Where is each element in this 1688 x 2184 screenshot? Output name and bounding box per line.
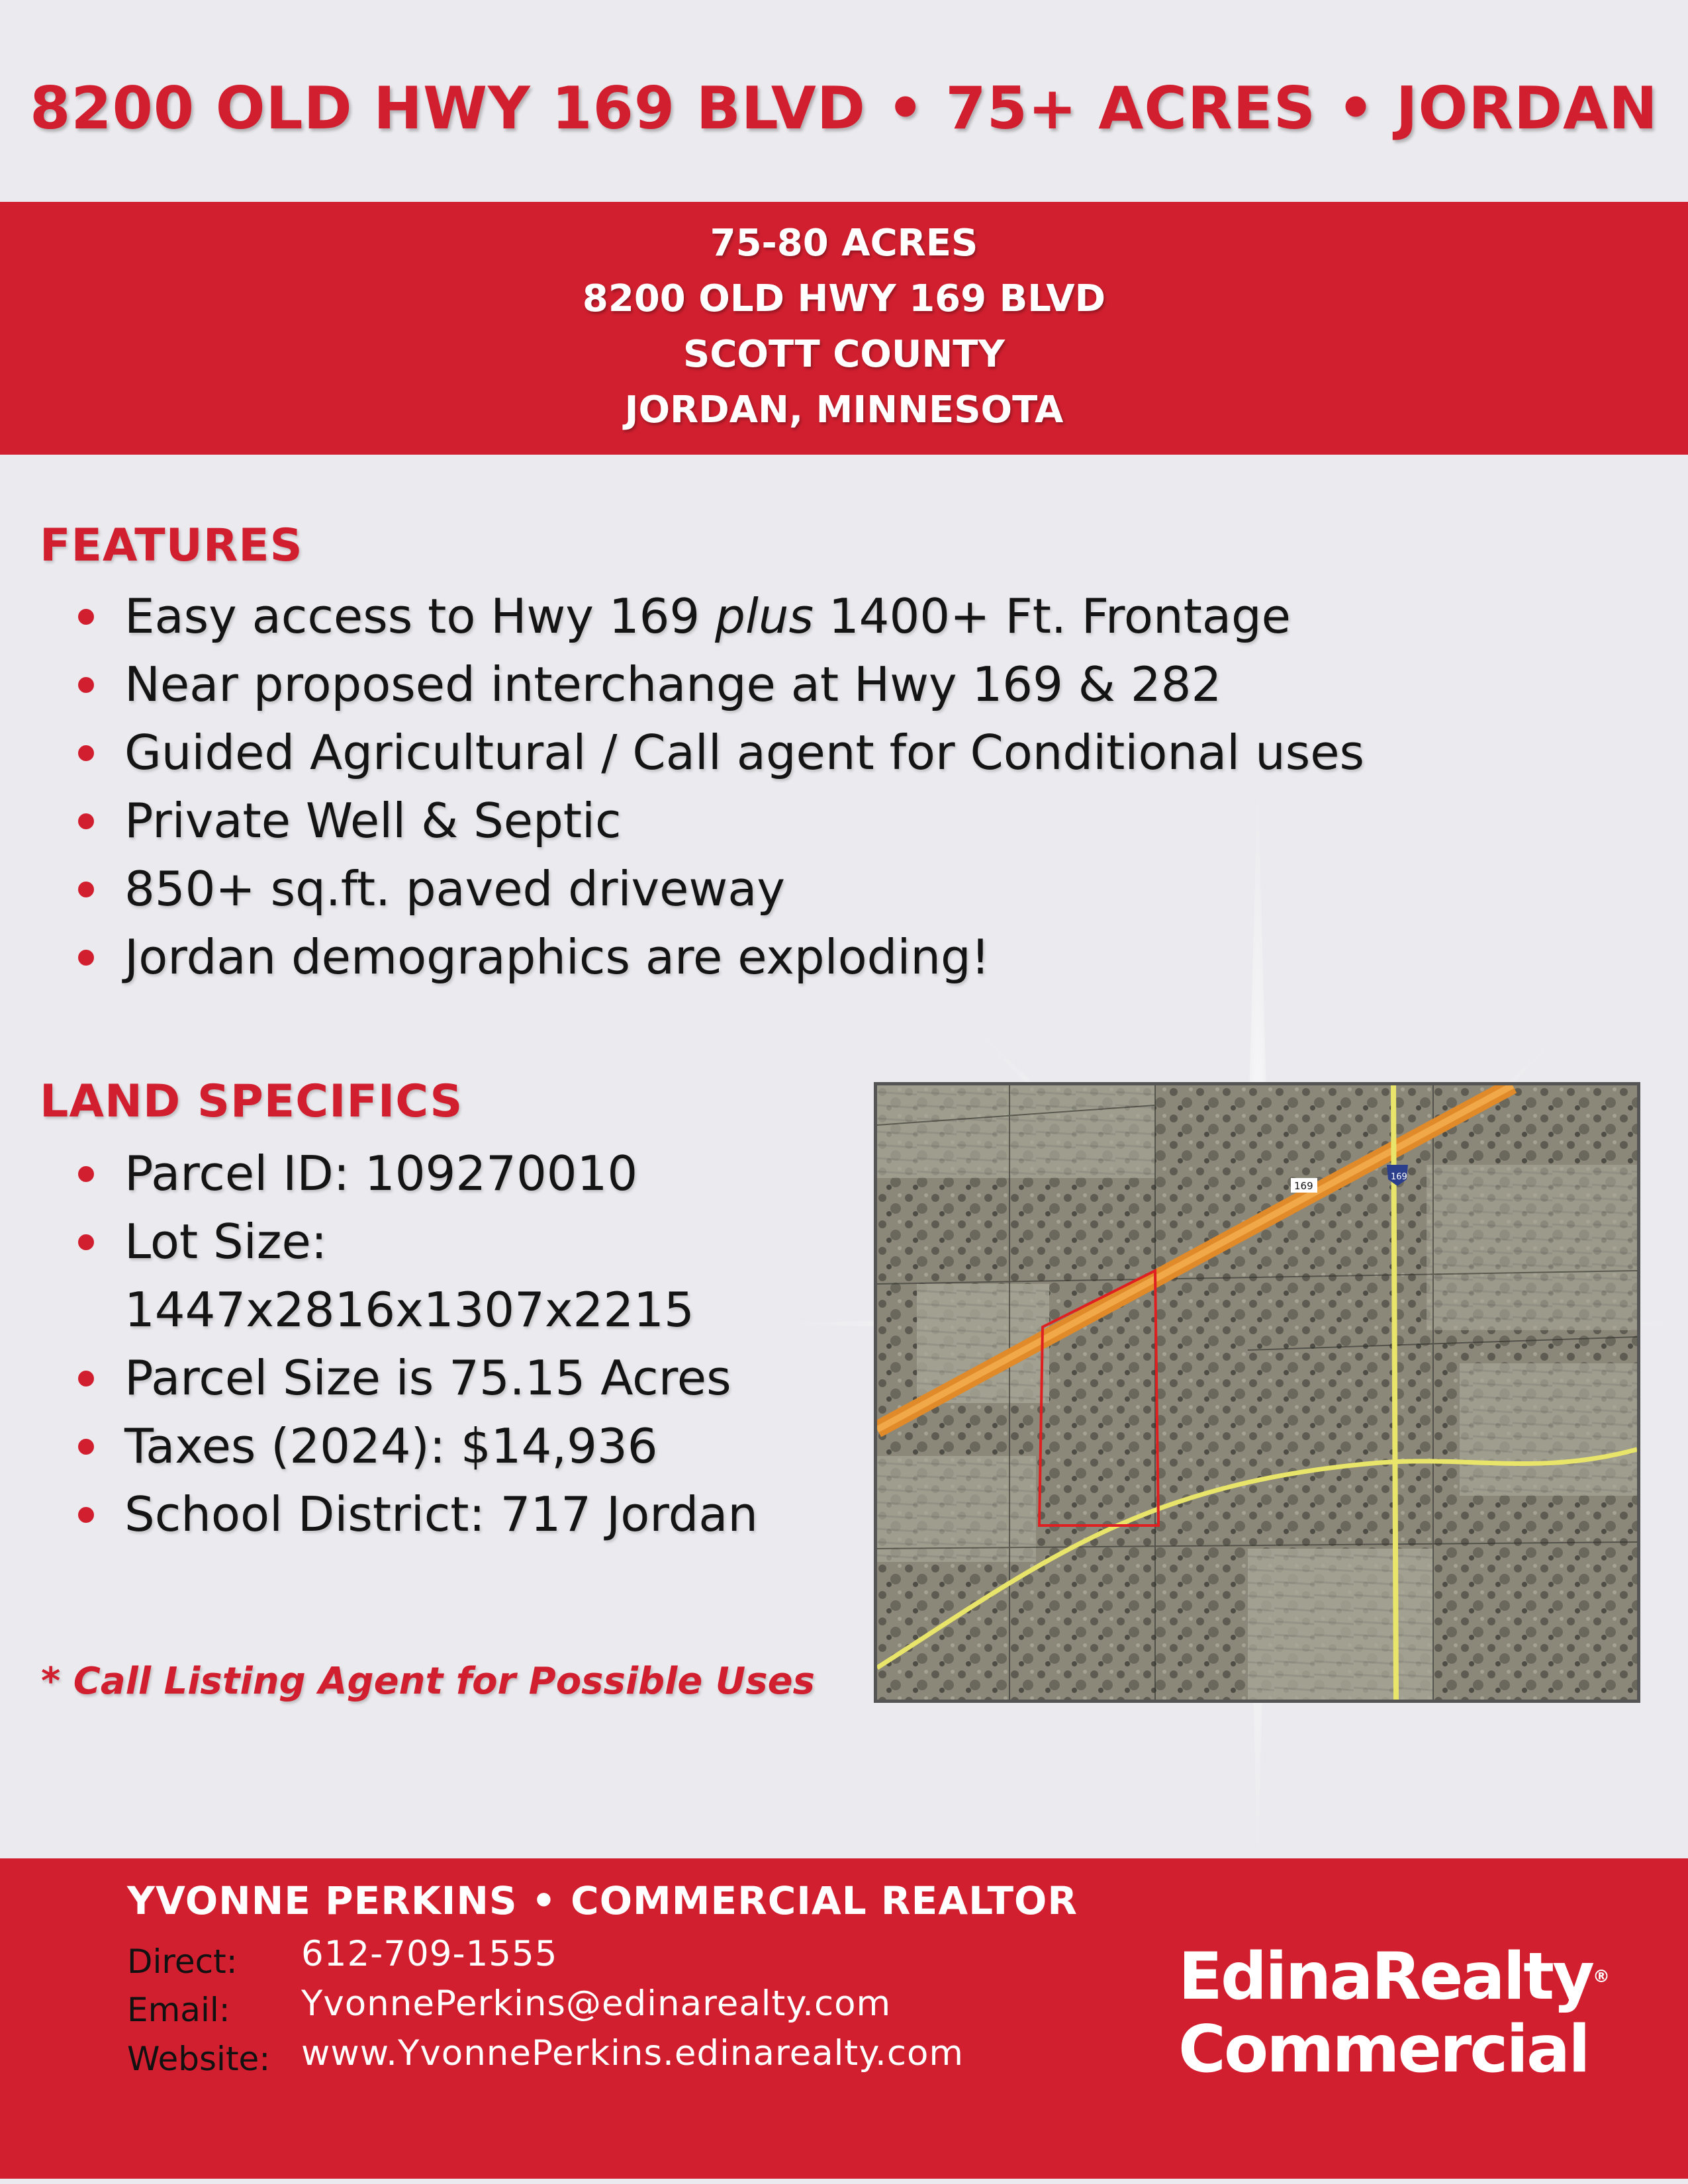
land-spec-item-continued: 1447x2816x1307x2215 bbox=[124, 1282, 694, 1338]
bullet-icon bbox=[78, 950, 94, 966]
bullet-icon bbox=[78, 609, 94, 625]
aerial-map bbox=[874, 1082, 1640, 1703]
bullet-icon bbox=[78, 882, 94, 897]
direct-phone-link[interactable]: 612-709-1555 bbox=[301, 1934, 558, 1974]
header-county: SCOTT COUNTY bbox=[682, 333, 1005, 376]
bullet-icon bbox=[78, 745, 94, 761]
bullet-icon bbox=[78, 1234, 94, 1250]
bullet-icon bbox=[78, 813, 94, 829]
page-title: 8200 OLD HWY 169 BLVD • 75+ ACRES • JORDAN bbox=[30, 74, 1658, 142]
land-spec-item: Lot Size: bbox=[73, 1208, 758, 1276]
header-city: JORDAN, MINNESOTA bbox=[624, 388, 1064, 432]
feature-item: Jordan demographics are exploding! bbox=[73, 923, 1364, 991]
land-spec-item: Parcel ID: 109270010 bbox=[73, 1140, 758, 1208]
edina-realty-commercial-logo: EdinaRealty® Commercial bbox=[1178, 1939, 1610, 2087]
agent-name: YVONNE PERKINS • COMMERCIAL REALTOR bbox=[127, 1878, 1078, 1923]
email-label: Email: bbox=[127, 1991, 230, 2029]
bullet-icon bbox=[78, 1371, 94, 1387]
feature-item: 850+ sq.ft. paved driveway bbox=[73, 855, 1364, 923]
direct-label: Direct: bbox=[127, 1942, 238, 1981]
highway-shield-169: 169 bbox=[1391, 1172, 1407, 1182]
header-address: 8200 OLD HWY 169 BLVD bbox=[582, 277, 1106, 320]
feature-item: Near proposed interchange at Hwy 169 & 282 bbox=[73, 651, 1364, 719]
aerial-map-image bbox=[877, 1085, 1637, 1700]
header-band bbox=[0, 202, 1688, 455]
feature-item: Private Well & Septic bbox=[73, 787, 1364, 855]
land-spec-item: Taxes (2024): $14,936 bbox=[73, 1412, 758, 1480]
land-specifics-list bbox=[73, 1140, 758, 1549]
listing-note: * Call Listing Agent for Possible Uses bbox=[41, 1660, 815, 1703]
land-specifics-heading: LAND SPECIFICS bbox=[40, 1075, 463, 1128]
bullet-icon bbox=[78, 1439, 94, 1455]
land-spec-item: School District: 717 Jordan bbox=[73, 1480, 758, 1549]
bullet-icon bbox=[78, 677, 94, 693]
land-spec-item: Parcel Size is 75.15 Acres bbox=[73, 1344, 758, 1412]
bullet-icon bbox=[78, 1507, 94, 1523]
website-label: Website: bbox=[127, 2040, 271, 2078]
website-link[interactable]: www.YvonnePerkins.edinarealty.com bbox=[301, 2033, 964, 2073]
header-acres: 75-80 ACRES bbox=[710, 222, 978, 265]
features-heading: FEATURES bbox=[40, 520, 303, 572]
feature-item: Easy access to Hwy 169 plus 1400+ Ft. Frontage bbox=[73, 582, 1364, 651]
email-link[interactable]: YvonnePerkins@edinarealty.com bbox=[301, 1983, 892, 2024]
highway-label-169: 169 bbox=[1294, 1180, 1313, 1192]
bullet-icon bbox=[78, 1166, 94, 1182]
feature-item: Guided Agricultural / Call agent for Conditional uses bbox=[73, 719, 1364, 787]
